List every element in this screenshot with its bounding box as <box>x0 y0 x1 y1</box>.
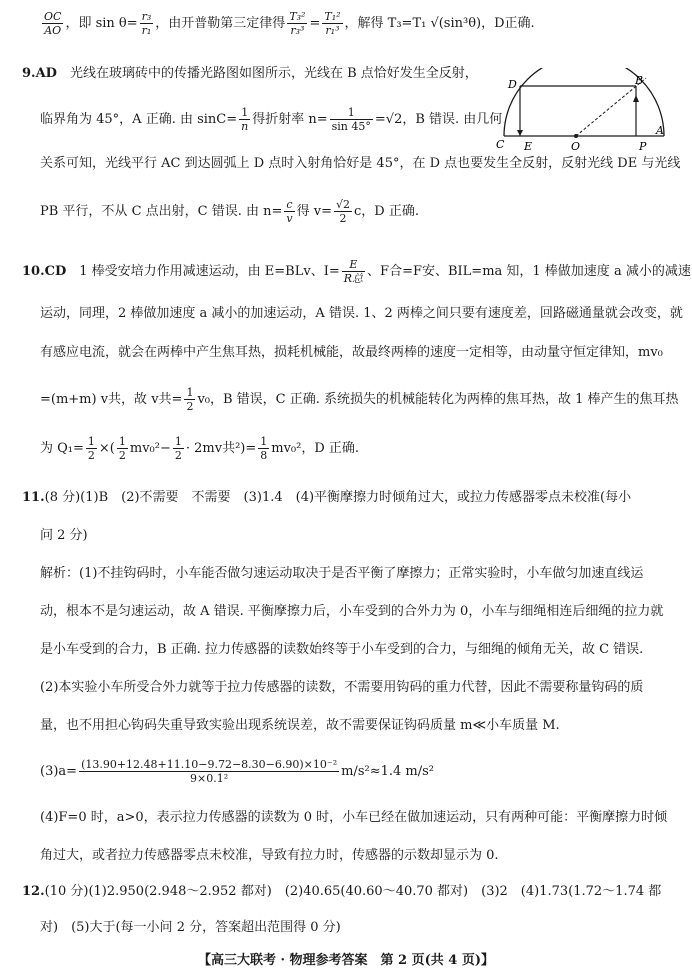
q11-explain-3: 是小车受到的合力，B 正确. 拉力传感器的读数始终等于小车受到的合力，与细绳的倾角无关，故 C 错误. <box>40 642 644 657</box>
label-A: A <box>656 124 664 137</box>
fraction: $\frac{\text{r₃}}{\text{r₁}}$ <box>141 10 152 37</box>
q11-explain-1: 解析：(1)不挂钩码时，小车能否做匀速运动取决于是否平衡了摩擦力；正常实验时，小车做匀加速直线运 <box>40 566 644 581</box>
page-footer: 【高三大联考 · 物理参考答案 第 2 页(共 4 页)】 <box>197 953 495 968</box>
q9-line-4: PB 平行，不从 C 点出射，C 错误. 由 n= $\frac{c}{v}$ 得 v= $\frac{√2}{2}$ c，D 正确. <box>40 198 419 225</box>
q11-explain-6: (3)a= $\frac{\text{(13.90+12.48+11.10−9.72−8.30−6.90)×10⁻²}}{\text{9×0.1²}}$ m/s²≈1.4 m/s² <box>40 758 434 785</box>
fraction: $\frac{\text{T₁²}}{\text{r₁³}}$ <box>324 10 341 37</box>
q12-line-2: 对) (5)大于(每一小问 2 分，答案超出范围得 0 分) <box>40 920 341 935</box>
q11-explain-5: 量，也不用担心钩码失重导致实验出现系统误差，故不需要保证钩码质量 m≪小车质量 M. <box>40 718 560 733</box>
question-number: 9. <box>22 66 36 81</box>
q9-line-1: 9.AD 光线在玻璃砖中的传播光路图如图所示，光线在 B 点恰好发生全反射， <box>22 66 478 81</box>
question-number: 10. <box>22 264 45 279</box>
answer-label: AD <box>35 66 57 81</box>
label-E: E <box>524 140 533 153</box>
q10-line-1: 10.CD 1 棒受安培力作用减速运动，由 E=BLv、I= $\frac{E}{\text{R总}}$ 、F合=F安、BIL=ma 知，1 棒做加速度 a 减小的减速 <box>22 258 691 285</box>
answer-label: CD <box>44 264 67 279</box>
light-path-diagram <box>496 68 668 158</box>
q11-line-1: 11.(8 分)(1)B (2)不需要 不需要 (3)1.4 (4)平衡摩擦力时倾角过大，或拉力传感器零点未校准(每小 <box>22 490 632 505</box>
question-number: 11. <box>22 490 45 505</box>
q10-line-4: =(m+m) v共，故 v共= $\frac{1}{2}$ v₀，B 错误，C 正确. 系统损失的机械能转化为两棒的焦耳热，故 1 棒产生的焦耳热 <box>40 386 679 413</box>
label-C: C <box>496 138 505 151</box>
label-O: O <box>571 140 581 153</box>
question-number: 12. <box>22 884 45 899</box>
label-B: B <box>635 74 644 87</box>
center-O <box>574 134 578 138</box>
q11-explain-4: (2)本实验小车所受合外力就等于拉力传感器的读数，不需要用钩码的重力代替，因此不需要称量钩码的质 <box>40 680 644 695</box>
label-D: D <box>508 78 517 91</box>
q10-line-2: 运动，同理，2 棒做加速度 a 减小的加速运动，A 错误. 1、2 两棒之间只要有速度差，回路磁通量就会改变，就 <box>40 306 683 321</box>
q10-line-3: 有感应电流，就会在两棒中产生焦耳热，损耗机械能，故最终两棒的速度一定相等，由动量守恒定律知，mv₀ <box>40 345 663 360</box>
q11-explain-8: 角过大，或者拉力传感器零点未校准，导致有拉力时，传感器的示数却显示为 0. <box>40 848 499 863</box>
arrow-up <box>633 95 639 102</box>
fraction: $\frac{\text{T₃²}}{\text{r₃³}}$ <box>289 10 306 37</box>
q10-line-5: 为 Q₁= $\frac{1}{2}$ ×( $\frac{1}{2}$ mv₀²− $\frac{1}{2}$ · 2mv共²)= $\frac{1}{8}$ mv₀²，D 正确. <box>40 435 360 462</box>
fraction: $\frac{OC}{AO}$ <box>44 10 62 37</box>
q11-explain-2: 动，根本不是匀速运动，故 A 错误. 平衡摩擦力后，小车受到的合外力为 0，小车与细绳相连后细绳的拉力就 <box>40 604 664 619</box>
q12-line-1: 12.(10 分)(1)2.950(2.948～2.952 都对) (2)40.65(40.60～40.70 都对) (3)2 (4)1.73(1.72～1.74 都 <box>22 884 662 899</box>
label-P: P <box>639 140 647 153</box>
q9-line-2: 临界角为 45°，A 正确. 由 sinC= $\frac{1}{n}$ 得折射率 n= $\frac{1}{\sin 45^\circ}$ =√2，B 错误. 由几何 <box>40 106 503 133</box>
arrow-down <box>517 130 523 136</box>
q11-explain-7: (4)F=0 时，a>0，表示拉力传感器的读数为 0 时，小车已经在做加速运动，只有两种可能：平衡摩擦力时倾 <box>40 810 668 825</box>
q8-tail-line: $\frac{OC}{AO}$ ，即 sin θ= $\frac{\text{r₃}}{\text{r₁}}$ ，由开普勒第三定律得 $\frac{\text{T₃²}}{\text{r₃³}}$ = $\frac{\text{T₁²}}{\text{r₁³}}$ ，解得 T₃=T₁ √(sin³θ)，D正确. <box>44 10 535 37</box>
q11-line-2: 问 2 分) <box>40 528 88 543</box>
q9-line-3: 关系可知，光线平行 AC 到达圆弧上 D 点时入射角恰好是 45°，在 D 点也要发生全反射，反射光线 DE 与光线 <box>40 156 681 171</box>
